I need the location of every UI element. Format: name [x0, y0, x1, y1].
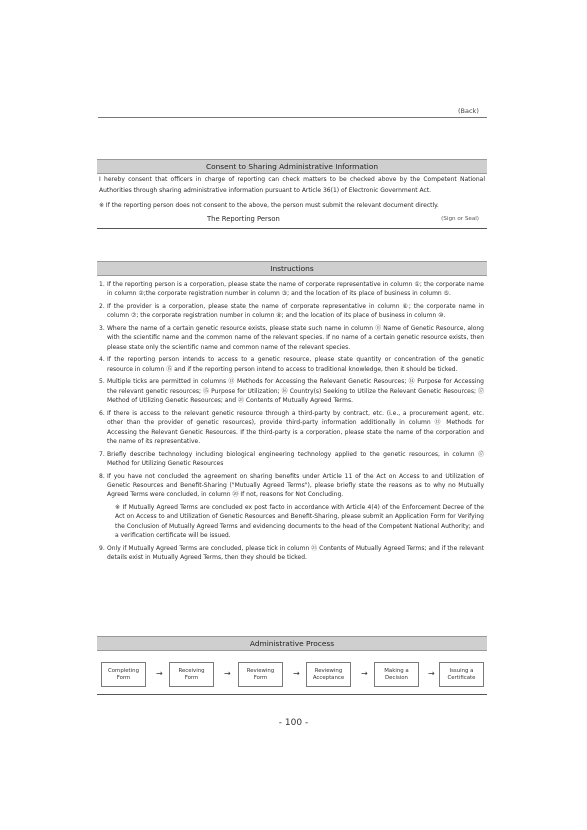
process-step: Making a Decision — [374, 662, 419, 687]
consent-divider — [97, 228, 487, 229]
process-section — [97, 636, 487, 695]
arrow-right-icon: → — [156, 669, 163, 678]
arrow-right-icon: → — [224, 669, 231, 678]
consent-text: I hereby consent that officers in charge of reporting can check matters to be checked above by the Competent National Authorities through sharing administrative information pursuant to Article 36(1) of Electronic Government Act. — [99, 176, 485, 195]
instruction-item: 7. Briefly describe technology including biological engineering technology applied to the genetic resources, in column ⑰ Method for Utilizing Genetic Resources — [99, 450, 484, 468]
process-step: Receiving Form — [169, 662, 214, 687]
instruction-item: 9. Only if Mutually Agreed Terms are concluded, please tick in column ㉑ Contents of Mutually Agreed Terms; and if the relevant details exist in Mutually Agreed Terms, then they should be ticked. — [99, 544, 484, 562]
instruction-item: 1. If the reporting person is a corporation, please state the name of corporate representative in column ①; the corporate name in column ②;the corporate registration number in column ③; and the location of its place of business in column ⑤. — [99, 281, 484, 298]
consent-note: ※ If the reporting person does not consent to the above, the person must submit the relevant document directly. — [99, 201, 439, 209]
instructions-list-end — [97, 544, 487, 563]
process-step: Issuing a Certificate — [439, 662, 484, 687]
signature-row — [97, 211, 487, 227]
instruction-item: 6. If there is access to the relevant genetic resource through a third-party by contract, etc. (i.e., a procurement agent, etc. other than the provider of genetic resources), provide third-party information additionally in column ⑬ Methods for Accessing the Relevant Genetic Resources. If the third-party is a corporation, please state the name of the corporation and the name of its representative. — [99, 409, 484, 446]
consent-header: Consent to Sharing Administrative Information — [97, 159, 487, 174]
instruction-note: ※ If Mutually Agreed Terms are concluded ex post facto in accordance with Article 4(4) of the Enforcement Decree of the Act on Access to and Utilization of Genetic Resources and Benefit-Sharing, please submit an Application Form for Verifying the Conclusion of Mutually Agreed Terms and evidencing documents to the head of the Competent National Authority; and a verification certificate will be issued. — [115, 504, 484, 540]
process-step: Reviewing Form — [238, 662, 283, 687]
page-number: - 100 - — [278, 718, 309, 728]
process-flow — [97, 662, 487, 690]
arrow-right-icon: → — [293, 669, 300, 678]
instructions-section — [97, 261, 487, 566]
consent-section — [97, 159, 487, 229]
arrow-right-icon: → — [361, 669, 368, 678]
process-divider — [97, 694, 487, 695]
instruction-item: 4. If the reporting person intends to access to a genetic resource, please state quantity or concentration of the genetic resource in column ⑮ and if the reporting person intend to access to traditional knowledge, then it should be ticked. — [99, 356, 484, 373]
instruction-item: 5. Multiple ticks are permitted in columns ⑬ Methods for Accessing the Relevant Genetic Resources; ⑭ Purpose for Accessing the relevant genetic resources; ⑮ Purpose for Utilization; ⑯ Country(s) Seeking to Utilize the Relevant Genetic Resources; ⑰ Method of Utilizing Genetic Resources; and ㉑ Contents of Mutually Agreed Terms. — [99, 378, 484, 405]
instructions-header: Instructions — [97, 261, 487, 276]
instruction-item: 8. If you have not concluded the agreement on sharing benefits under Article 11 of the Act on Access to and Utilization of Genetic Resources and Benefit-Sharing ("Mutually Agreed Terms"), please briefly state the reasons as to why no Mutually Agreed Terms were concluded, in column ⑳ If not, reasons for Not Concluding. — [99, 472, 484, 499]
back-label: (Back) — [458, 107, 479, 115]
instruction-item: 3. Where the name of a certain genetic resource exists, please state such name in column ⑪ Name of Genetic Resource, along with the scientific name and the common name of the relevant species. If no name of a certain genetic resource exists, then please state only the scientific name and common name of the relevant species. — [99, 325, 484, 351]
instruction-item: 2. If the provider is a corporation, please state the name of corporate representative in column ⑥; the corporate name in column ⑦; the corporate registration number in column ⑧; and the location of its place of business in column ⑩. — [99, 303, 484, 320]
arrow-right-icon: → — [428, 669, 435, 678]
sign-or-seal-label: (Sign or Seal) — [441, 216, 479, 223]
process-step: Reviewing Acceptance — [306, 662, 351, 687]
top-divider — [98, 117, 487, 118]
instructions-list — [97, 280, 487, 500]
process-step: Completing Form — [101, 662, 146, 687]
reporting-person-label: The Reporting Person — [207, 215, 280, 224]
process-header: Administrative Process — [97, 636, 487, 651]
